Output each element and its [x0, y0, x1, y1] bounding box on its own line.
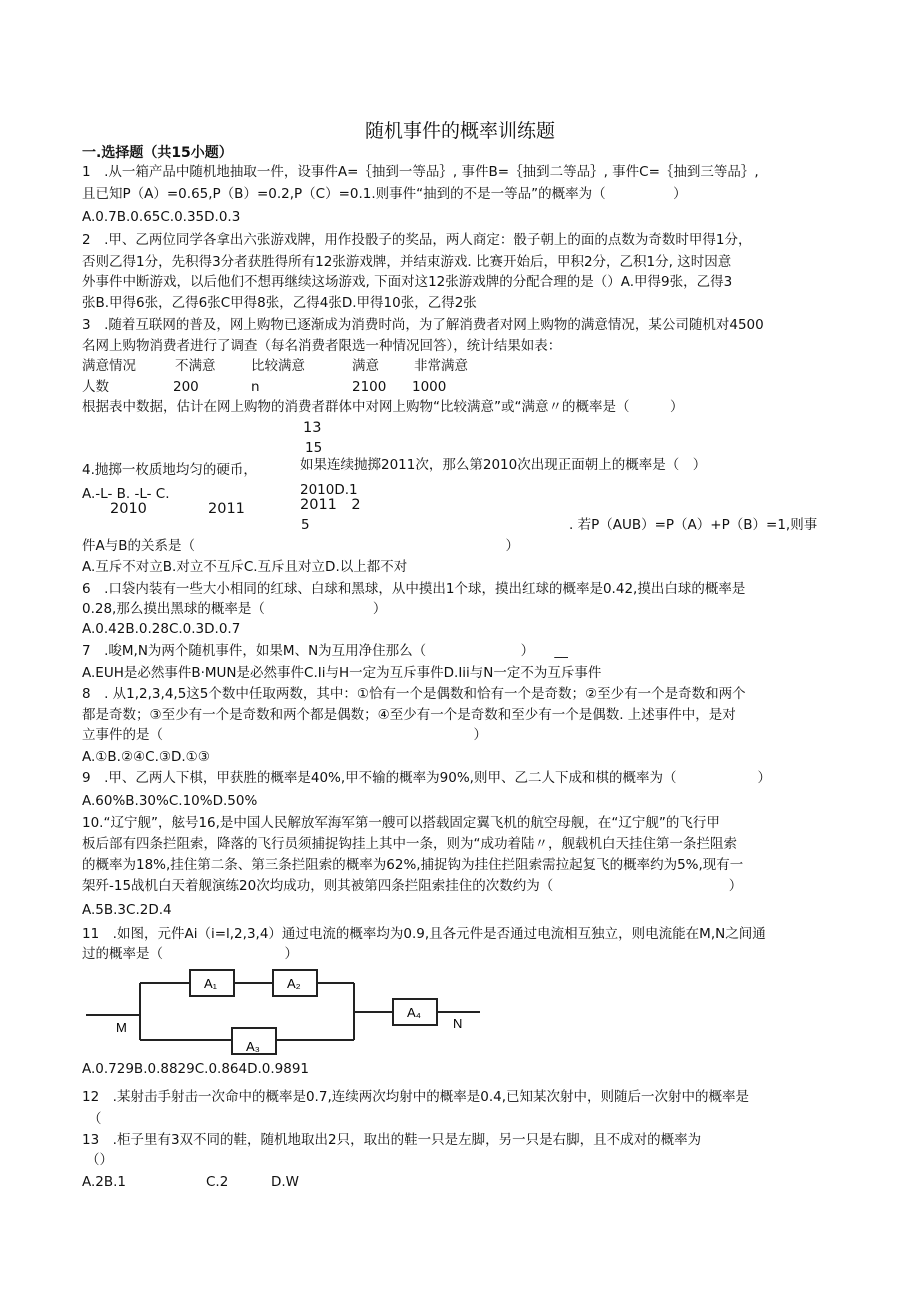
q6-line-2: 0.28,那么摸出黑球的概率是（ ）: [82, 601, 387, 617]
q4-options: A.-L- B. -L- C.: [82, 486, 170, 502]
table-cell: 满意: [352, 358, 379, 374]
q10-line-2: 板后部有四条拦阻索，降落的飞行员须捕捉钩挂上其中一条，则为“成功着陆〃，舰载机白天挂住第一条拦阻索: [82, 836, 737, 852]
table-cell: n: [251, 379, 260, 395]
q3-line-3: 根据表中数据，估计在网上购物的消费者群体中对网上购物“比较满意”或“满意〃的概率是（ ）: [82, 399, 684, 415]
fraction-fragment: 5: [301, 517, 310, 533]
q6-options: A.0.42B.0.28C.0.3D.0.7: [82, 621, 241, 637]
component-a1-label: A₁: [204, 976, 218, 991]
q2-line-2: 否则乙得1分，先积得3分者获胜得所有12张游戏牌，并结束游戏. 比赛开始后，甲积2分，乙积1分, 这时因意: [82, 254, 732, 270]
q6-line-1: 6 .口袋内装有一些大小相同的红球、白球和黑球，从中摸出1个球，摸出红球的概率是0.42,摸出白球的概率是: [82, 581, 746, 597]
q3-line-2: 名网上购物消费者进行了调查（每名消费者限选一种情况回答），统计结果如表：: [82, 338, 562, 354]
q12-line-1: 12 .某射击手射击一次命中的概率是0.7,连续两次均射中的概率是0.4,已知某次射中，则随后一次射中的概率是: [82, 1089, 749, 1105]
table-cell: 不满意: [175, 358, 216, 374]
q10-line-3: 的概率为18%,挂住第二条、第三条拦阻索的概率为62%,捕捉钩为挂住拦阻索需拉起复飞的概率约为5%,现有一: [82, 857, 744, 873]
q3-line-1: 3 .随着互联网的普及，网上购物已逐渐成为消费时尚，为了解消费者对网上购物的满意情况，某公司随机对4500: [82, 317, 764, 333]
component-a2-label: A₂: [287, 976, 301, 991]
q8-line-1: 8 . 从1,2,3,4,5这5个数中任取两数，其中：①恰有一个是偶数和恰有一个是奇数；②至少有一个是奇数和两个: [82, 686, 746, 702]
component-a4-label: A₄: [407, 1005, 421, 1020]
q9-line-1: 9 .甲、乙两人下棋，甲获胜的概率是40%,甲不输的概率为90%,则甲、乙二人下成和棋的概率为（ ）: [82, 770, 771, 786]
page-title: 随机事件的概率训练题: [364, 120, 555, 142]
q13-line-1: 13 .柜子里有3双不同的鞋，随机地取出2只，取出的鞋一只是左脚，另一只是右脚，且不成对的概率为: [82, 1132, 702, 1148]
fraction-fragment: 2011 2: [300, 497, 361, 513]
q10-options: A.5B.3C.2D.4: [82, 902, 172, 918]
fraction-fragment: 13: [303, 420, 322, 436]
q5-text: . 若P（AUB）=P（A）+P（B）=1,则事: [569, 517, 818, 533]
q8-line-3: 立事件的是（ ）: [82, 727, 487, 743]
q4-text: 如果连续抛掷2011次，那么第2010次出现正面朝上的概率是（ ）: [300, 457, 707, 473]
component-a3-label: A₃: [246, 1039, 260, 1054]
q13-line-2: （）: [86, 1152, 113, 1168]
q7-options: A.EUH是必然事件B·MUN是必然事件C.Ii与H一定为互斥事件D.Iii与N一定不为互斥事件: [82, 665, 602, 681]
q5-options: A.互斥不对立B.对立不互斥C.互斥且对立D.以上都不对: [82, 559, 408, 575]
fraction-fragment: 2010: [110, 501, 147, 517]
q11-options: A.0.729B.0.8829C.0.864D.0.9891: [82, 1061, 310, 1077]
q11-line-1: 11 .如图，元件Ai（i=l,2,3,4）通过电流的概率均为0.9,且各元件是否通过电流相互独立，则电流能在M,N之间通: [82, 926, 766, 942]
section-heading: 一.选择题（共15小题）: [82, 145, 233, 161]
q1-line-1: 1 .从一箱产品中随机地抽取一件，设事件A=｛抽到一等品｝, 事件B=｛抽到二等品｝, 事件C=｛抽到三等品｝,: [82, 164, 759, 180]
node-m-label: M: [116, 1020, 127, 1035]
table-cell: 比较满意: [251, 358, 305, 374]
q4-stem: 4.抛掷一枚质地均匀的硬币，: [82, 462, 257, 478]
q2-line-1: 2 .甲、乙两位同学各拿出六张游戏牌，用作投骰子的奖品，两人商定：骰子朝上的面的点数为奇数时甲得1分，: [82, 232, 752, 248]
q13-option-c: C.2: [206, 1174, 229, 1190]
q12-line-2: （: [88, 1111, 102, 1127]
q11-line-2: 过的概率是（ ）: [82, 946, 298, 962]
circuit-diagram: [80, 960, 500, 1060]
q10-line-1: 10.“辽宁舰”，舷号16,是中国人民解放军海军第一艘可以搭载固定翼飞机的航空母舰，在“辽宁舰”的飞行甲: [82, 815, 720, 831]
q1-options: A.0.7B.0.65C.0.35D.0.3: [82, 209, 241, 225]
q7-line-1: 7 .唆M,N为两个随机事件，如果M、N为互用净住那么（ ） __: [82, 643, 568, 659]
q8-line-2: 都是奇数；③至少有一个是奇数和两个都是偶数；④至少有一个是奇数和至少有一个是偶数. 上述事件中，是对: [82, 707, 736, 723]
table-cell: 1000: [412, 379, 447, 395]
q8-options: A.①B.②④C.③D.①③: [82, 749, 210, 765]
q1-line-2: 且已知P（A）=0.65,P（B）=0.2,P（C）=0.1.则事件“抽到的不是一等品”的概率为（ ）: [82, 186, 687, 202]
q9-options: A.60%B.30%C.10%D.50%: [82, 793, 258, 809]
table-cell: 满意情况: [82, 358, 136, 374]
q2-line-3: 外事件中断游戏，以后他们不想再继续这场游戏, 下面对这12张游戏牌的分配合理的是（）A.甲得9张，乙得3: [82, 274, 733, 290]
fraction-fragment: 15: [305, 440, 323, 456]
node-n-label: N: [453, 1016, 463, 1031]
q4-option-d: 2010D.1: [300, 482, 358, 498]
table-cell: 2100: [352, 379, 387, 395]
q5-line-2: 件A与B的关系是（ ）: [82, 538, 519, 554]
q13-option-d: D.W: [271, 1174, 300, 1190]
table-cell: 非常满意: [414, 358, 468, 374]
q13-option-ab: A.2B.1: [82, 1174, 127, 1190]
q10-line-4: 架歼-15战机白天着舰演练20次均成功，则其被第四条拦阻索挂住的次数约为（ ）: [82, 878, 743, 894]
q2-line-4: 张B.甲得6张，乙得6张C甲得8张，乙得4张D.甲得10张，乙得2张: [82, 295, 477, 311]
table-cell: 人数: [82, 379, 109, 395]
fraction-fragment: 2011: [208, 501, 245, 517]
table-cell: 200: [173, 379, 199, 395]
